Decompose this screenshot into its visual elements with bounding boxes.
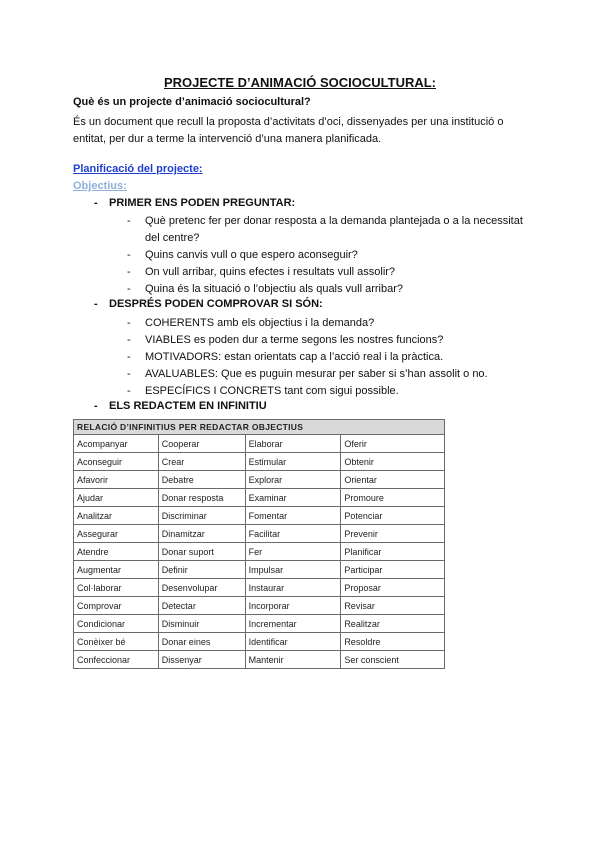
table-cell: Detectar xyxy=(158,597,245,615)
dash-bullet: - xyxy=(127,351,131,363)
table-cell: Prevenir xyxy=(341,525,445,543)
list-item xyxy=(127,281,527,298)
table-row xyxy=(74,525,445,543)
objectives-heading: Objectius: xyxy=(73,180,127,192)
table-cell: Impulsar xyxy=(245,561,341,579)
table-row xyxy=(74,615,445,633)
list-item-text: VIABLES es poden dur a terme segons les nostres funcions? xyxy=(145,334,444,346)
table-cell: Aconseguir xyxy=(74,453,159,471)
list-item-text: COHERENTS amb els objectius i la demanda? xyxy=(145,317,375,329)
dash-bullet: - xyxy=(127,249,131,261)
intro-paragraph: És un document que recull la proposta d’activitats d’oci, dissenyades per una institució o entitat, per dur a terme la intervenció d’una manera planificada. xyxy=(73,116,504,145)
table-cell: Atendre xyxy=(74,543,159,561)
planning-link[interactable]: Planificació del projecte: xyxy=(73,163,203,175)
table-cell: Comprovar xyxy=(74,597,159,615)
table-cell: Discriminar xyxy=(158,507,245,525)
table-cell: Analitzar xyxy=(74,507,159,525)
table-cell: Potenciar xyxy=(341,507,445,525)
table-cell: Desenvolupar xyxy=(158,579,245,597)
table-cell: Orientar xyxy=(341,471,445,489)
table-header: RELACIÓ D’INFINITIUS PER REDACTAR OBJECTIUS xyxy=(74,420,445,435)
table-cell: Ser conscient xyxy=(341,651,445,669)
table-cell: Augmentar xyxy=(74,561,159,579)
list-item xyxy=(127,264,527,281)
table-row xyxy=(74,633,445,651)
list-item xyxy=(127,213,527,247)
infinitives-table xyxy=(73,419,445,669)
list-item-text: AVALUABLES: Que es puguin mesurar per saber si s’han assolit o no. xyxy=(145,368,488,380)
table-cell: Acompanyar xyxy=(74,435,159,453)
table-cell: Incrementar xyxy=(245,615,341,633)
table-cell: Ajudar xyxy=(74,489,159,507)
table-cell: Planificar xyxy=(341,543,445,561)
section-infinitive xyxy=(94,400,267,412)
table-row xyxy=(74,471,445,489)
table-cell: Dinamitzar xyxy=(158,525,245,543)
table-row xyxy=(74,489,445,507)
table-cell: Realitzar xyxy=(341,615,445,633)
section-first-questions xyxy=(94,197,295,209)
table-cell: Donar resposta xyxy=(158,489,245,507)
table-row xyxy=(74,561,445,579)
table-cell: Explorar xyxy=(245,471,341,489)
table-cell: Facilitar xyxy=(245,525,341,543)
list-item-text: On vull arribar, quins efectes i resultats vull assolir? xyxy=(145,266,396,278)
list-item-text: ESPECÍFICS I CONCRETS tant com sigui possible. xyxy=(145,385,399,397)
table-cell: Debatre xyxy=(158,471,245,489)
dash-bullet: - xyxy=(94,298,98,310)
table-cell: Condicionar xyxy=(74,615,159,633)
table-cell: Oferir xyxy=(341,435,445,453)
table-cell: Participar xyxy=(341,561,445,579)
table-cell: Col·laborar xyxy=(74,579,159,597)
list-item xyxy=(127,332,527,349)
section-check xyxy=(94,298,323,310)
table-cell: Incorporar xyxy=(245,597,341,615)
table-cell: Mantenir xyxy=(245,651,341,669)
table-cell: Promoure xyxy=(341,489,445,507)
table-cell: Identificar xyxy=(245,633,341,651)
dash-bullet: - xyxy=(127,283,131,295)
list-item-text: Quina és la situació o l’objectiu als quals vull arribar? xyxy=(145,283,404,295)
table-body xyxy=(74,435,445,669)
dash-bullet: - xyxy=(94,197,98,209)
table-cell: Obtenir xyxy=(341,453,445,471)
dash-bullet: - xyxy=(127,385,131,397)
dash-bullet: - xyxy=(127,215,131,227)
table-cell: Fomentar xyxy=(245,507,341,525)
table-row xyxy=(74,597,445,615)
table-row xyxy=(74,453,445,471)
list-item-text: Quins canvis vull o que espero aconseguir? xyxy=(145,249,358,261)
document-title: PROJECTE D’ANIMACIÓ SOCIOCULTURAL: xyxy=(163,75,437,90)
table-cell: Instaurar xyxy=(245,579,341,597)
section-label: PRIMER ENS PODEN PREGUNTAR: xyxy=(109,197,296,209)
table-cell: Proposar xyxy=(341,579,445,597)
table-cell: Confeccionar xyxy=(74,651,159,669)
list-item xyxy=(127,247,527,264)
dash-bullet: - xyxy=(127,368,131,380)
table-cell: Conèixer bé xyxy=(74,633,159,651)
table-row xyxy=(74,435,445,453)
table-cell: Assegurar xyxy=(74,525,159,543)
table-row xyxy=(74,507,445,525)
dash-bullet: - xyxy=(94,400,98,412)
list-item xyxy=(127,383,527,400)
table-cell: Afavorir xyxy=(74,471,159,489)
list-item xyxy=(127,366,527,383)
table-cell: Resoldre xyxy=(341,633,445,651)
table-cell: Revisar xyxy=(341,597,445,615)
table-cell: Definir xyxy=(158,561,245,579)
table-cell: Dissenyar xyxy=(158,651,245,669)
list-item-text: MOTIVADORS: estan orientats cap a l’acció real i la pràctica. xyxy=(145,351,444,363)
table-row xyxy=(74,579,445,597)
table-cell: Estimular xyxy=(245,453,341,471)
dash-bullet: - xyxy=(127,266,131,278)
section-label: DESPRÉS PODEN COMPROVAR SI SÓN: xyxy=(109,298,323,310)
table-cell: Cooperar xyxy=(158,435,245,453)
table-header-row xyxy=(74,420,445,435)
list-item-text: Què pretenc fer per donar resposta a la demanda plantejada o a la necessitat del centre? xyxy=(145,215,523,244)
table-cell: Crear xyxy=(158,453,245,471)
table-row xyxy=(74,543,445,561)
table-cell: Donar eines xyxy=(158,633,245,651)
table-cell: Examinar xyxy=(245,489,341,507)
table-cell: Elaborar xyxy=(245,435,341,453)
list-item xyxy=(127,315,527,332)
table-cell: Donar suport xyxy=(158,543,245,561)
list-item xyxy=(127,349,527,366)
dash-bullet: - xyxy=(127,317,131,329)
question-heading: Què és un projecte d’animació sociocultural? xyxy=(73,96,311,108)
dash-bullet: - xyxy=(127,334,131,346)
table-cell: Disminuir xyxy=(158,615,245,633)
table-row xyxy=(74,651,445,669)
section-label: ELS REDACTEM EN INFINITIU xyxy=(109,400,267,412)
table-cell: Fer xyxy=(245,543,341,561)
